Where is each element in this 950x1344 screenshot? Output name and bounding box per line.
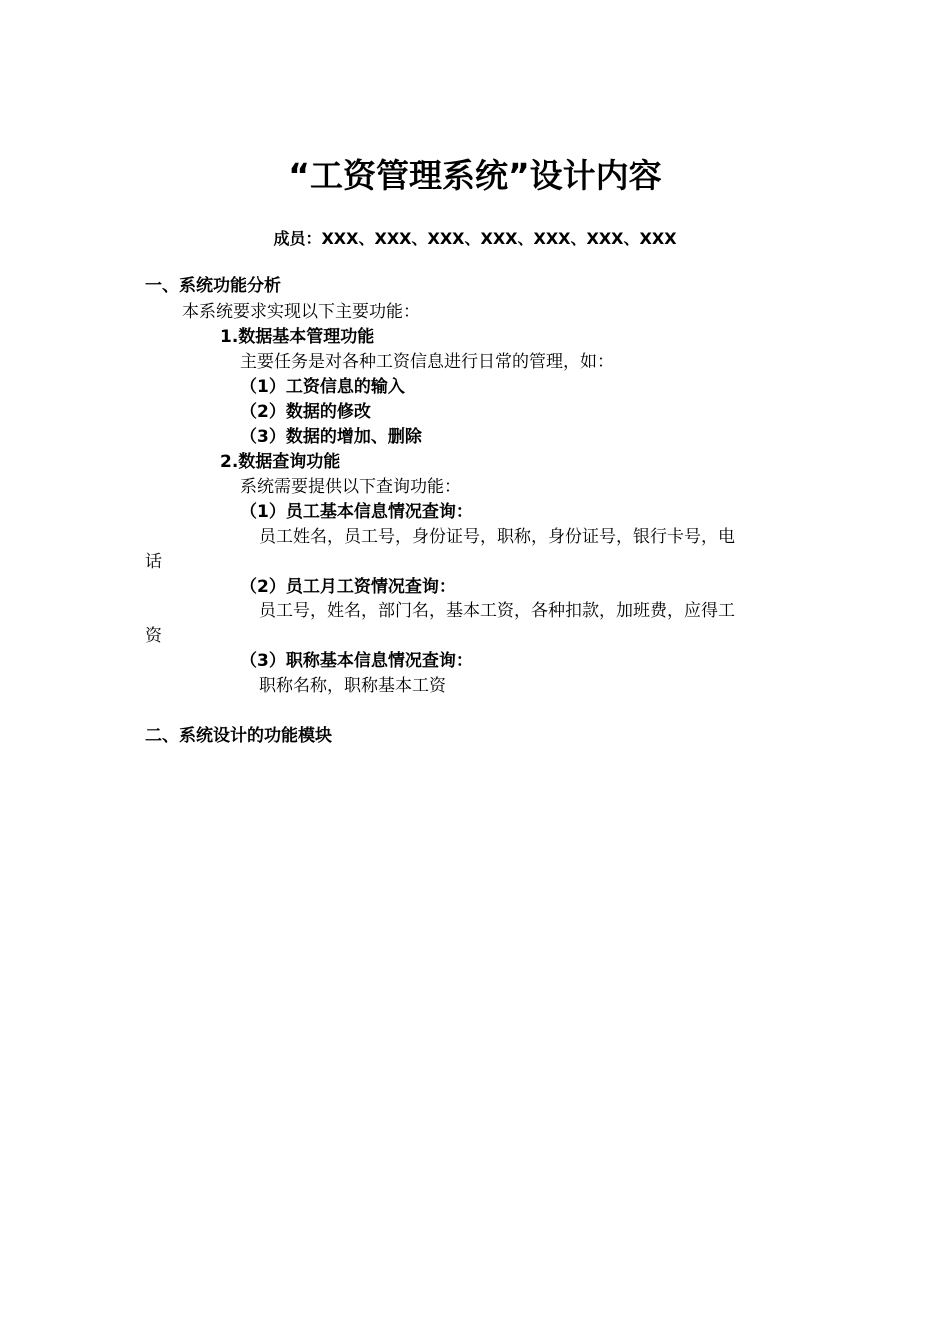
- sub2-desc: 系统需要提供以下查询功能：: [240, 477, 461, 497]
- sub1-item-1: （1）工资信息的输入: [240, 377, 405, 397]
- sub1-heading: 1.数据基本管理功能: [220, 327, 375, 347]
- members-line: 成员：XXX、XXX、XXX、XXX、XXX、XXX、XXX: [273, 229, 677, 248]
- document-title: “工资管理系统”设计内容: [288, 156, 662, 195]
- query1-fields: 员工姓名，员工号，身份证号，职称，身份证号，银行卡号，电: [259, 527, 735, 547]
- query1-heading: （1）员工基本信息情况查询：: [240, 502, 473, 522]
- section1-intro: 本系统要求实现以下主要功能：: [182, 302, 420, 322]
- sub2-heading: 2.数据查询功能: [220, 452, 341, 472]
- query2-fields: 员工号，姓名，部门名，基本工资，各种扣款，加班费，应得工: [259, 601, 735, 621]
- section2-heading: 二、系统设计的功能模块: [145, 726, 332, 746]
- sub1-item-3: （3）数据的增加、删除: [240, 427, 422, 447]
- query1-fields-wrap: 话: [145, 552, 162, 572]
- query3-heading: （3）职称基本信息情况查询：: [240, 651, 473, 671]
- sub1-desc: 主要任务是对各种工资信息进行日常的管理，如：: [240, 352, 614, 372]
- query3-fields: 职称名称，职称基本工资: [259, 676, 446, 696]
- sub1-item-2: （2）数据的修改: [240, 402, 371, 422]
- query2-fields-wrap: 资: [145, 626, 162, 646]
- section1-heading: 一、系统功能分析: [145, 276, 281, 296]
- query2-heading: （2）员工月工资情况查询：: [240, 577, 456, 597]
